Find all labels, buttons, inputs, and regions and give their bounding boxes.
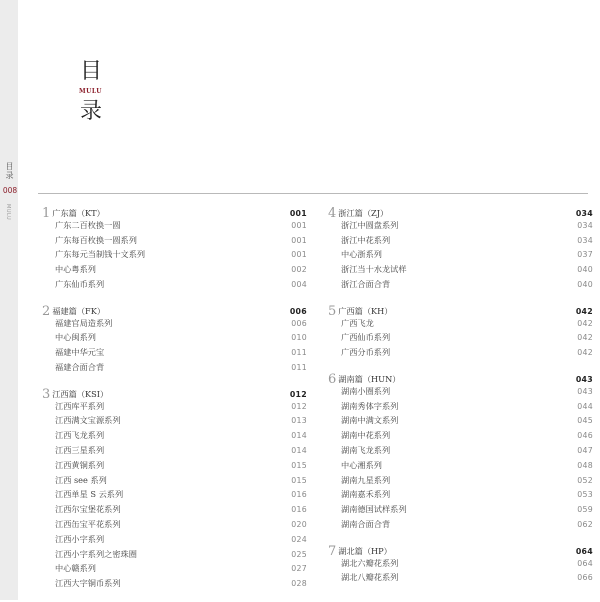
toc-section: [328, 543, 593, 587]
toc-entry-label: 福建合面合背: [55, 361, 105, 372]
toc-entry-page-number: 040: [577, 265, 593, 275]
section-title: 江西篇（KSI）: [52, 388, 109, 399]
toc-entry[interactable]: [328, 445, 593, 460]
toc-entry-page-number: 004: [291, 279, 307, 289]
section-number: 5: [328, 303, 337, 319]
toc-entry-label: 江西小字系列之密珠圈: [55, 548, 137, 559]
toc-section: [42, 303, 307, 377]
toc-entry-label: 湖南小圈系列: [341, 385, 391, 396]
toc-entry-label: 浙江合面合背: [341, 278, 391, 289]
toc-entry-page-number: 047: [577, 445, 593, 455]
toc-entry-page-number: 024: [291, 534, 307, 544]
title-top-char: 目: [80, 59, 103, 84]
toc-section: [328, 371, 593, 534]
toc-entry[interactable]: [328, 519, 593, 534]
toc-entry-page-number: 059: [577, 505, 593, 515]
toc-entry-label: 湖北六瓣花系列: [341, 557, 399, 568]
toc-entry-page-number: 001: [291, 235, 307, 245]
toc-entry[interactable]: [328, 264, 593, 279]
toc-entry-label: 中心闽系列: [55, 332, 96, 343]
toc-entry-page-number: 040: [577, 279, 593, 289]
toc-section-heading[interactable]: [42, 205, 307, 220]
toc-entry-label: 福建中华元宝: [55, 347, 105, 358]
toc-entry-page-number: 042: [577, 318, 593, 328]
toc-entry-page-number: 006: [291, 318, 307, 328]
toc-entry-label: 浙江中圆盘系列: [341, 219, 399, 230]
toc-entry-page-number: 011: [291, 348, 307, 358]
divider-line: [38, 193, 588, 194]
sidebar-label: 目录: [5, 162, 14, 180]
toc-entry[interactable]: [42, 249, 307, 264]
section-title: 湖南篇（HUN）: [338, 373, 401, 384]
toc-entry[interactable]: [42, 504, 307, 519]
toc-column-right: [328, 205, 593, 596]
toc-entry-label: 广东每百枚换一圆系列: [55, 234, 137, 245]
toc-entry-label: 江西单星 S 云系列: [55, 489, 124, 500]
toc-entry[interactable]: [328, 401, 593, 416]
toc-entry-page-number: 015: [291, 460, 307, 470]
toc-entry[interactable]: [42, 534, 307, 549]
toc-entry-page-number: 052: [577, 475, 593, 485]
toc-section-heading[interactable]: [328, 303, 593, 318]
toc-entry[interactable]: [42, 362, 307, 377]
toc-entry-page-number: 001: [291, 220, 307, 230]
toc-entry-label: 广西仙币系列: [341, 332, 391, 343]
toc-section: [328, 205, 593, 294]
toc-entry-label: 广东仙币系列: [55, 278, 105, 289]
title-bottom-char: 录: [80, 99, 103, 124]
toc-entry[interactable]: [328, 572, 593, 587]
toc-entry[interactable]: [328, 249, 593, 264]
section-number: 4: [328, 206, 337, 221]
toc-entry-page-number: 034: [577, 220, 593, 230]
toc-entry[interactable]: [328, 386, 593, 401]
toc-column-left: [42, 205, 307, 602]
section-page-number: 034: [575, 209, 593, 218]
toc-entry-page-number: 014: [291, 445, 307, 455]
toc-entry-page-number: 042: [577, 348, 593, 358]
toc-entry-label: 中心湘系列: [341, 459, 382, 470]
toc-entry[interactable]: [42, 318, 307, 333]
toc-entry-label: 浙江中花系列: [341, 234, 391, 245]
sidebar-page-number: 008: [2, 186, 18, 195]
toc-entry-label: 江西尔宝堡花系列: [55, 504, 121, 515]
toc-entry[interactable]: [42, 489, 307, 504]
toc-entry[interactable]: [328, 415, 593, 430]
toc-entry-page-number: 066: [577, 573, 593, 583]
toc-entry-page-number: 015: [291, 475, 307, 485]
toc-entry[interactable]: [42, 401, 307, 416]
toc-entry[interactable]: [42, 519, 307, 534]
toc-section-heading[interactable]: [42, 386, 307, 401]
toc-entry[interactable]: [328, 460, 593, 475]
section-number: 3: [42, 386, 51, 402]
toc-entry[interactable]: [42, 430, 307, 445]
section-page-number: 043: [575, 374, 593, 384]
toc-entry[interactable]: [328, 279, 593, 294]
section-title: 福建篇（FK）: [52, 305, 106, 316]
toc-entry[interactable]: [328, 558, 593, 573]
toc-entry-label: 广东每元当制钱十文系列: [55, 249, 146, 260]
toc-entry-label: 广西分币系列: [341, 347, 391, 358]
toc-entry-page-number: 048: [577, 460, 593, 470]
toc-section: [328, 303, 593, 362]
toc-entry-label: 湖南飞龙系列: [341, 444, 391, 455]
toc-entry-label: 湖南秀体字系列: [341, 400, 399, 411]
toc-entry-page-number: 064: [577, 558, 593, 568]
section-page-number: 001: [289, 209, 307, 218]
toc-entry[interactable]: [328, 489, 593, 504]
toc-entry-label: 湖南嘉禾系列: [341, 489, 391, 500]
toc-entry[interactable]: [42, 563, 307, 578]
toc-section: [42, 205, 307, 294]
toc-entry-label: 江西缶宝平花系列: [55, 518, 121, 529]
toc-section-heading[interactable]: [42, 303, 307, 318]
toc-entry-page-number: 044: [577, 401, 593, 411]
sidebar-pinyin: MULU: [5, 204, 11, 221]
toc-entry[interactable]: [42, 415, 307, 430]
toc-entry-label: 湖南中满文系列: [341, 415, 399, 426]
section-number: 6: [328, 371, 337, 387]
toc-entry-label: 湖南九星系列: [341, 474, 391, 485]
toc-entry-label: 江西小字系列: [55, 533, 105, 544]
toc-entry[interactable]: [42, 578, 307, 593]
toc-entry-label: 广东二百枚换一圆: [55, 219, 121, 230]
section-number: 1: [42, 206, 51, 221]
toc-entry-page-number: 016: [291, 490, 307, 500]
toc-entry-page-number: 020: [291, 519, 307, 529]
toc-entry-page-number: 016: [291, 505, 307, 515]
toc-entry-page-number: 001: [291, 250, 307, 260]
toc-entry-label: 浙江当十水龙试样: [341, 264, 407, 275]
toc-entry[interactable]: [328, 332, 593, 347]
toc-entry-page-number: 011: [291, 362, 307, 372]
toc-entry-page-number: 010: [291, 333, 307, 343]
toc-entry-page-number: 053: [577, 490, 593, 500]
toc-entry-page-number: 034: [577, 235, 593, 245]
toc-entry[interactable]: [328, 504, 593, 519]
section-title: 广东篇（KT）: [52, 208, 105, 218]
toc-entry-page-number: 045: [577, 416, 593, 426]
toc-entry-label: 湖北八瓣花系列: [341, 572, 399, 583]
section-number: 7: [328, 543, 337, 559]
toc-entry[interactable]: [42, 549, 307, 564]
toc-entry-page-number: 027: [291, 564, 307, 574]
toc-entry-page-number: 043: [577, 386, 593, 396]
toc-entry[interactable]: [42, 279, 307, 294]
toc-entry[interactable]: [328, 347, 593, 362]
toc-entry[interactable]: [42, 264, 307, 279]
title-pinyin: MULU: [79, 88, 102, 95]
section-page-number: 042: [575, 306, 593, 316]
toc-entry-label: 湖南合面合背: [341, 518, 391, 529]
toc-section-heading[interactable]: [328, 205, 593, 220]
toc-entry[interactable]: [42, 445, 307, 460]
toc-entry[interactable]: [42, 347, 307, 362]
toc-entry[interactable]: [328, 475, 593, 490]
toc-entry-page-number: 062: [577, 519, 593, 529]
toc-entry-label: 江西 see 系列: [55, 474, 107, 485]
section-page-number: 012: [289, 389, 307, 399]
toc-section-heading[interactable]: [328, 371, 593, 386]
toc-entry-label: 中心赣系列: [55, 563, 96, 574]
toc-entry-page-number: 046: [577, 431, 593, 441]
toc-entry-page-number: 037: [577, 250, 593, 260]
toc-entry[interactable]: [328, 318, 593, 333]
toc-entry-label: 江西大字铜币系列: [55, 578, 121, 589]
section-page-number: 006: [289, 306, 307, 316]
toc-entry[interactable]: [328, 235, 593, 250]
toc-entry-page-number: 002: [291, 265, 307, 275]
toc-entry[interactable]: [42, 235, 307, 250]
toc-entry-label: 江西飞龙系列: [55, 430, 105, 441]
toc-section-heading[interactable]: [328, 543, 593, 558]
toc-entry-page-number: 025: [291, 549, 307, 559]
toc-entry-label: 福建官局造系列: [55, 317, 113, 328]
toc-entry[interactable]: [42, 332, 307, 347]
toc-entry-page-number: 012: [291, 401, 307, 411]
section-title: 浙江篇（ZJ）: [338, 208, 389, 218]
toc-entry-label: 湖南德国试样系列: [341, 504, 407, 515]
toc-entry-label: 江西三星系列: [55, 444, 105, 455]
toc-entry-page-number: 014: [291, 431, 307, 441]
side-strip: [0, 0, 18, 600]
section-page-number: 064: [575, 546, 593, 556]
toc-entry-page-number: 013: [291, 416, 307, 426]
toc-entry-label: 广西飞龙: [341, 317, 374, 328]
toc-entry-label: 江西库平系列: [55, 400, 105, 411]
toc-entry[interactable]: [42, 460, 307, 475]
toc-section: [42, 386, 307, 593]
toc-entry[interactable]: [328, 430, 593, 445]
toc-entry-page-number: 028: [291, 579, 307, 589]
toc-entry[interactable]: [42, 220, 307, 235]
toc-entry-label: 中心粤系列: [55, 264, 96, 275]
section-title: 湖北篇（HP）: [338, 545, 392, 556]
toc-entry-label: 湖南中花系列: [341, 430, 391, 441]
toc-entry-label: 江西黄铜系列: [55, 459, 105, 470]
toc-entry-label: 江西满文宝源系列: [55, 415, 121, 426]
section-title: 广西篇（KH）: [338, 305, 393, 316]
section-number: 2: [42, 303, 51, 319]
toc-entry[interactable]: [42, 475, 307, 490]
toc-entry-label: 中心浙系列: [341, 249, 382, 260]
toc-entry-page-number: 042: [577, 333, 593, 343]
toc-entry[interactable]: [328, 220, 593, 235]
